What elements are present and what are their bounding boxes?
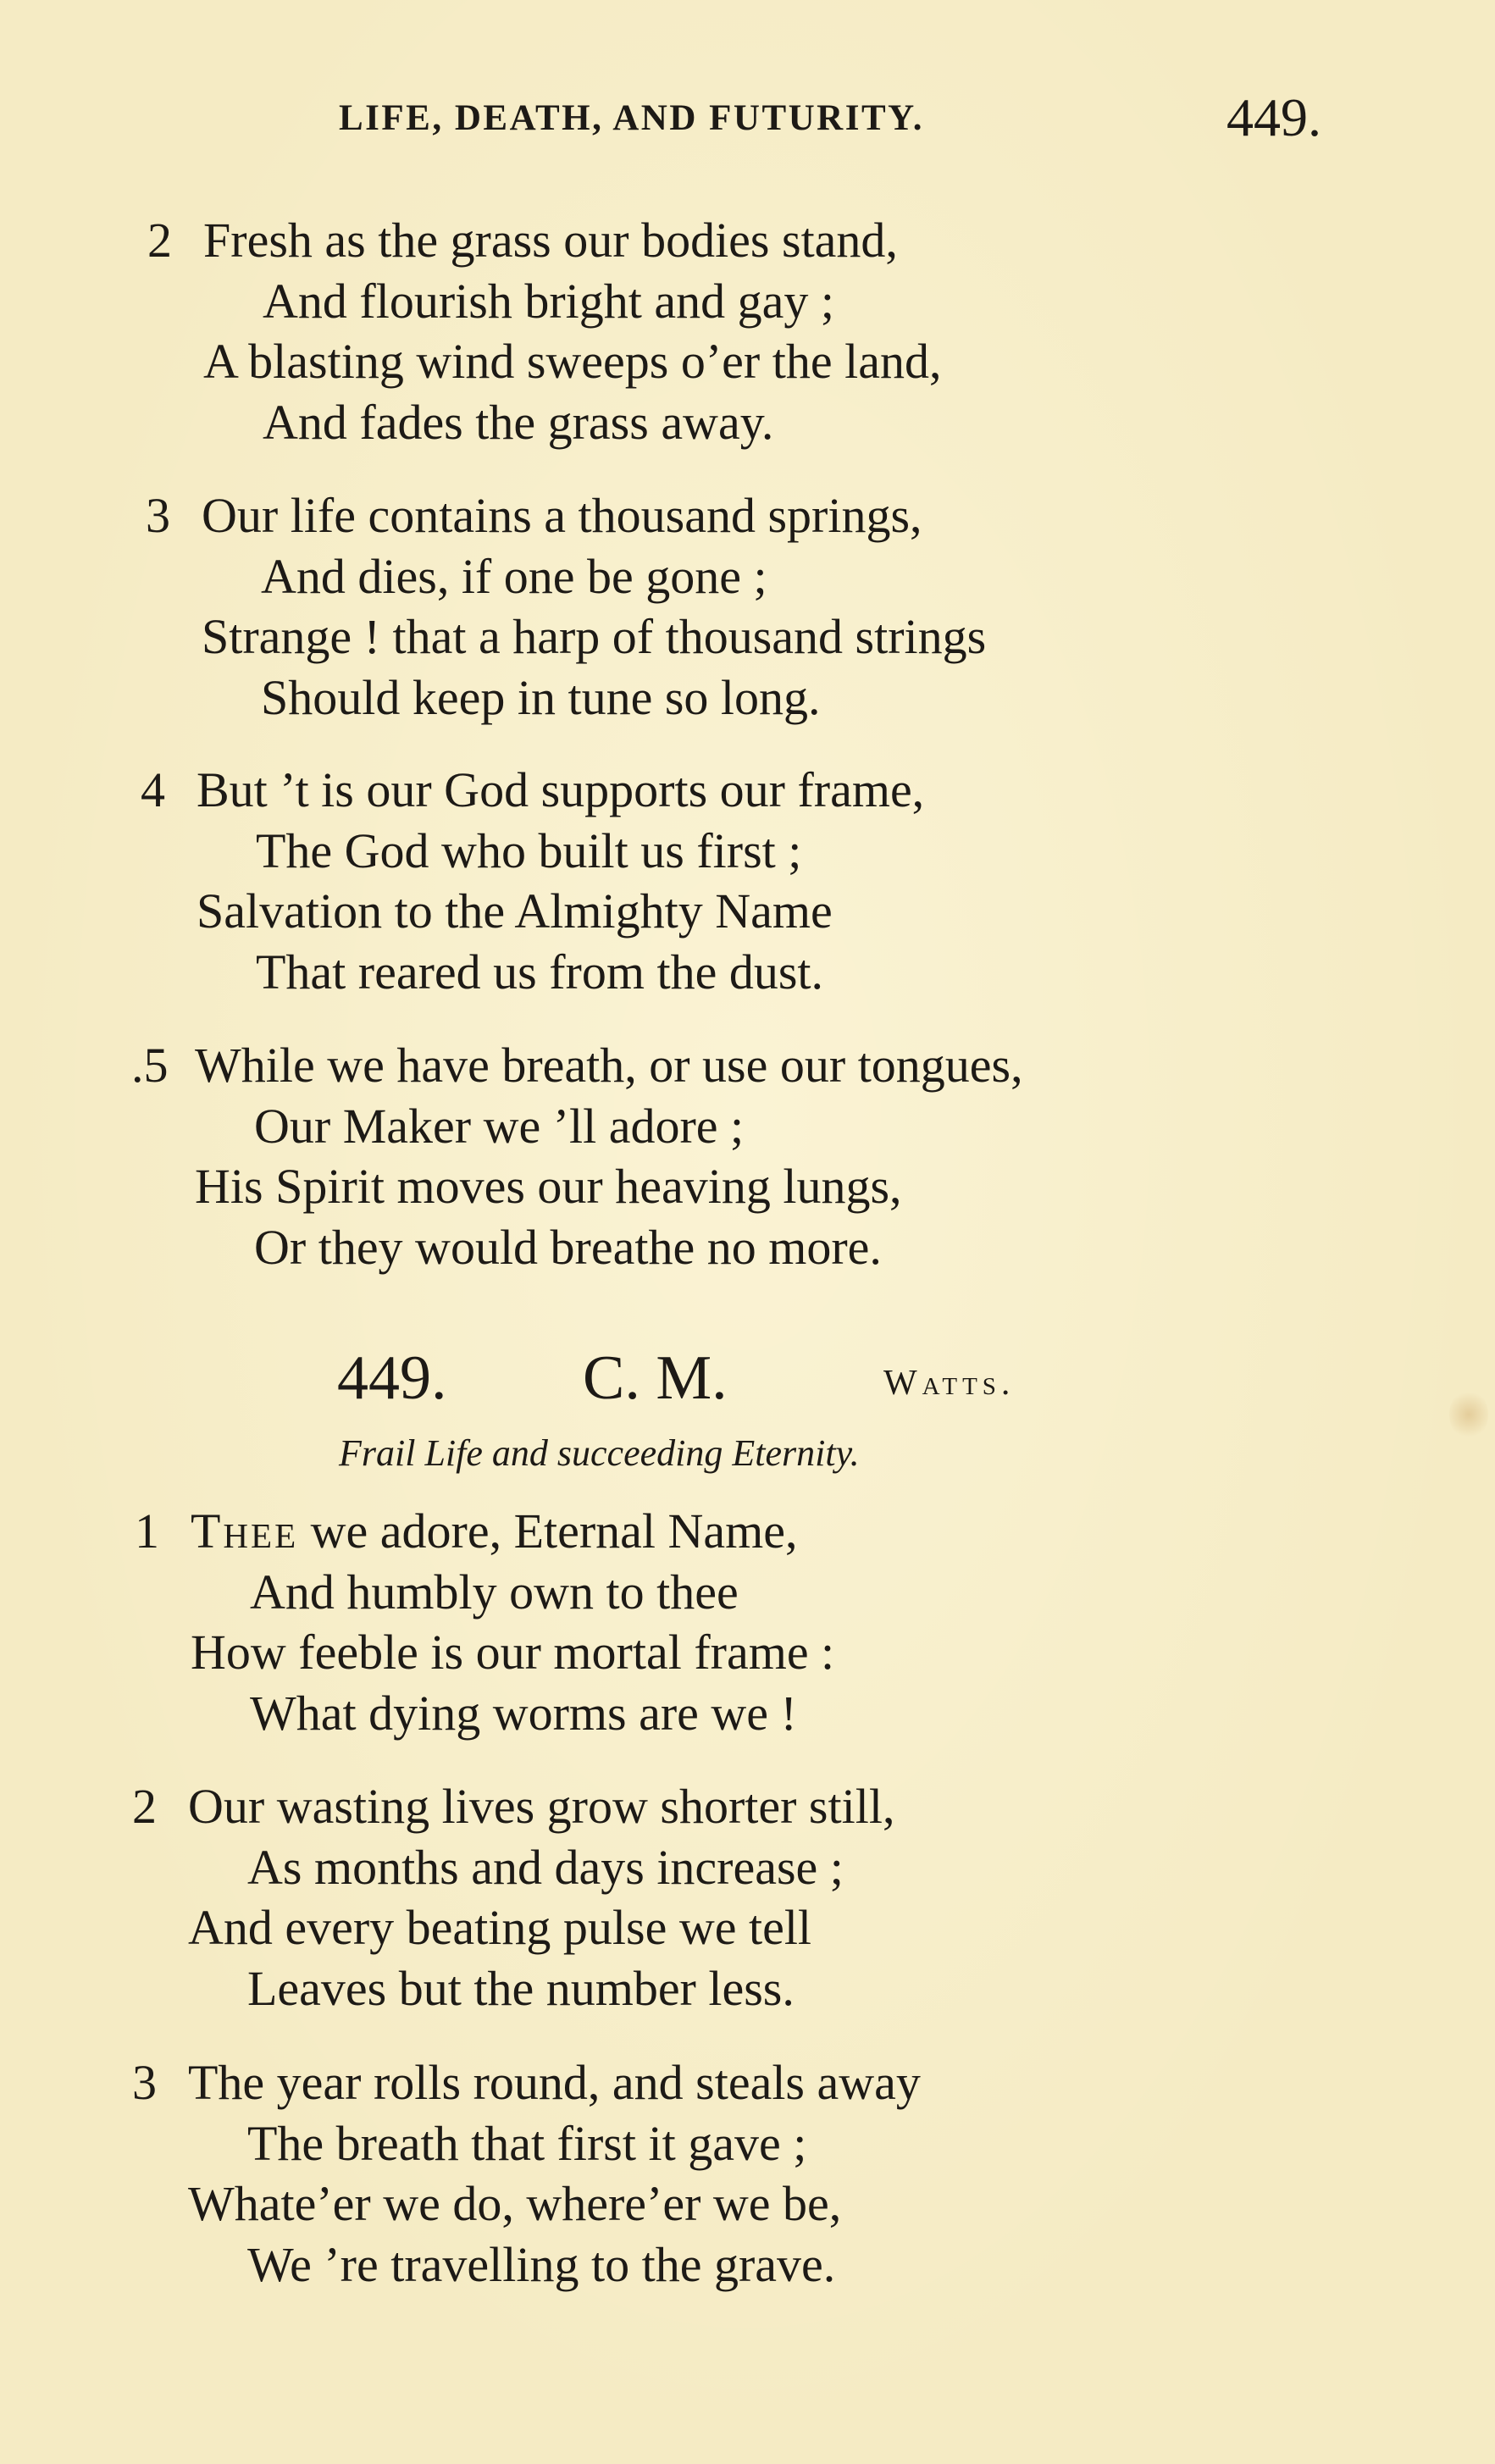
verse-2-previous: [147, 210, 942, 452]
verse-3-previous: [146, 485, 987, 728]
page-number: 449.: [1226, 87, 1321, 147]
verse-line: His Spirit moves our heaving lungs,: [195, 1159, 902, 1214]
hymn-number: 449.: [337, 1343, 447, 1413]
verse-line: [132, 2052, 921, 2113]
verse-line: And dies, if one be gone ;: [261, 548, 767, 604]
verse-line: [135, 1501, 834, 1562]
verse-line-text: Our wasting lives grow shorter still,: [188, 1779, 895, 1834]
hymn-verse-1: [135, 1501, 835, 1743]
verse-line-text: Our life contains a thousand springs,: [202, 488, 922, 543]
verse-first-word: Thee: [191, 1503, 299, 1559]
verse-line: Or they would breathe no more.: [254, 1219, 882, 1275]
verse-line: And flourish bright and gay ;: [263, 273, 834, 329]
verse-line-text: Fresh as the grass our bodies stand,: [203, 213, 898, 268]
verse-line-text: we adore, Eternal Name,: [298, 1503, 798, 1559]
verse-line: [146, 485, 986, 546]
verse-line: Whate’er we do, where’er we be,: [188, 2176, 842, 2231]
verse-line: [132, 1776, 895, 1837]
hymn-meter: C. M.: [583, 1343, 728, 1413]
hymn-verse-3: [132, 2052, 921, 2295]
verse-line: [131, 1035, 1023, 1096]
verse-line-text: While we have breath, or use our tongues,: [195, 1038, 1023, 1093]
running-head: LIFE, DEATH, AND FUTURITY.: [339, 98, 924, 138]
verse-line: And fades the grass away.: [263, 394, 774, 450]
hymn-subtitle: Frail Life and succeeding Eternity.: [339, 1432, 860, 1474]
verse-4-previous: [141, 760, 925, 1002]
verse-line: How feeble is our mortal frame :: [191, 1625, 835, 1680]
verse-number: 4: [141, 762, 165, 817]
hymn-verse-2: [132, 1776, 895, 2018]
verse-line: Our Maker we ’ll adore ;: [254, 1098, 745, 1154]
verse-line: [147, 210, 941, 271]
verse-number: 2: [132, 1779, 157, 1834]
verse-line: [141, 760, 925, 821]
verse-line: That reared us from the dust.: [256, 944, 824, 999]
verse-line: And every beating pulse we tell: [188, 1900, 812, 1955]
verse-line: And humbly own to thee: [250, 1564, 739, 1620]
verse-number: 3: [146, 488, 170, 543]
verse-line: A blasting wind sweeps o’er the land,: [203, 334, 942, 389]
verse-number: .5: [131, 1038, 169, 1093]
verse-line-text: The year rolls round, and steals away: [188, 2055, 921, 2110]
paper-stain: [1449, 1389, 1488, 1440]
verse-line-text: But ’t is our God supports our frame,: [197, 762, 925, 817]
verse-5-previous: [131, 1035, 1023, 1277]
verse-line: The God who built us first ;: [256, 822, 802, 878]
verse-line: Leaves but the number less.: [247, 1960, 795, 2016]
verse-line: Strange ! that a harp of thousand strings: [202, 609, 987, 664]
verse-number: 3: [132, 2055, 157, 2110]
verse-line: The breath that first it gave ;: [247, 2115, 807, 2171]
verse-line: As months and days increase ;: [247, 1839, 844, 1895]
verse-line: We ’re travelling to the grave.: [247, 2236, 836, 2292]
verse-number: 2: [147, 213, 172, 268]
verse-number: 1: [135, 1503, 159, 1559]
hymn-heading: [337, 1343, 1125, 1419]
hymn-author: Watts.: [883, 1364, 1016, 1403]
verse-line: What dying worms are we !: [250, 1685, 797, 1741]
verse-line: Should keep in tune so long.: [261, 669, 821, 725]
verse-line: Salvation to the Almighty Name: [197, 883, 833, 939]
